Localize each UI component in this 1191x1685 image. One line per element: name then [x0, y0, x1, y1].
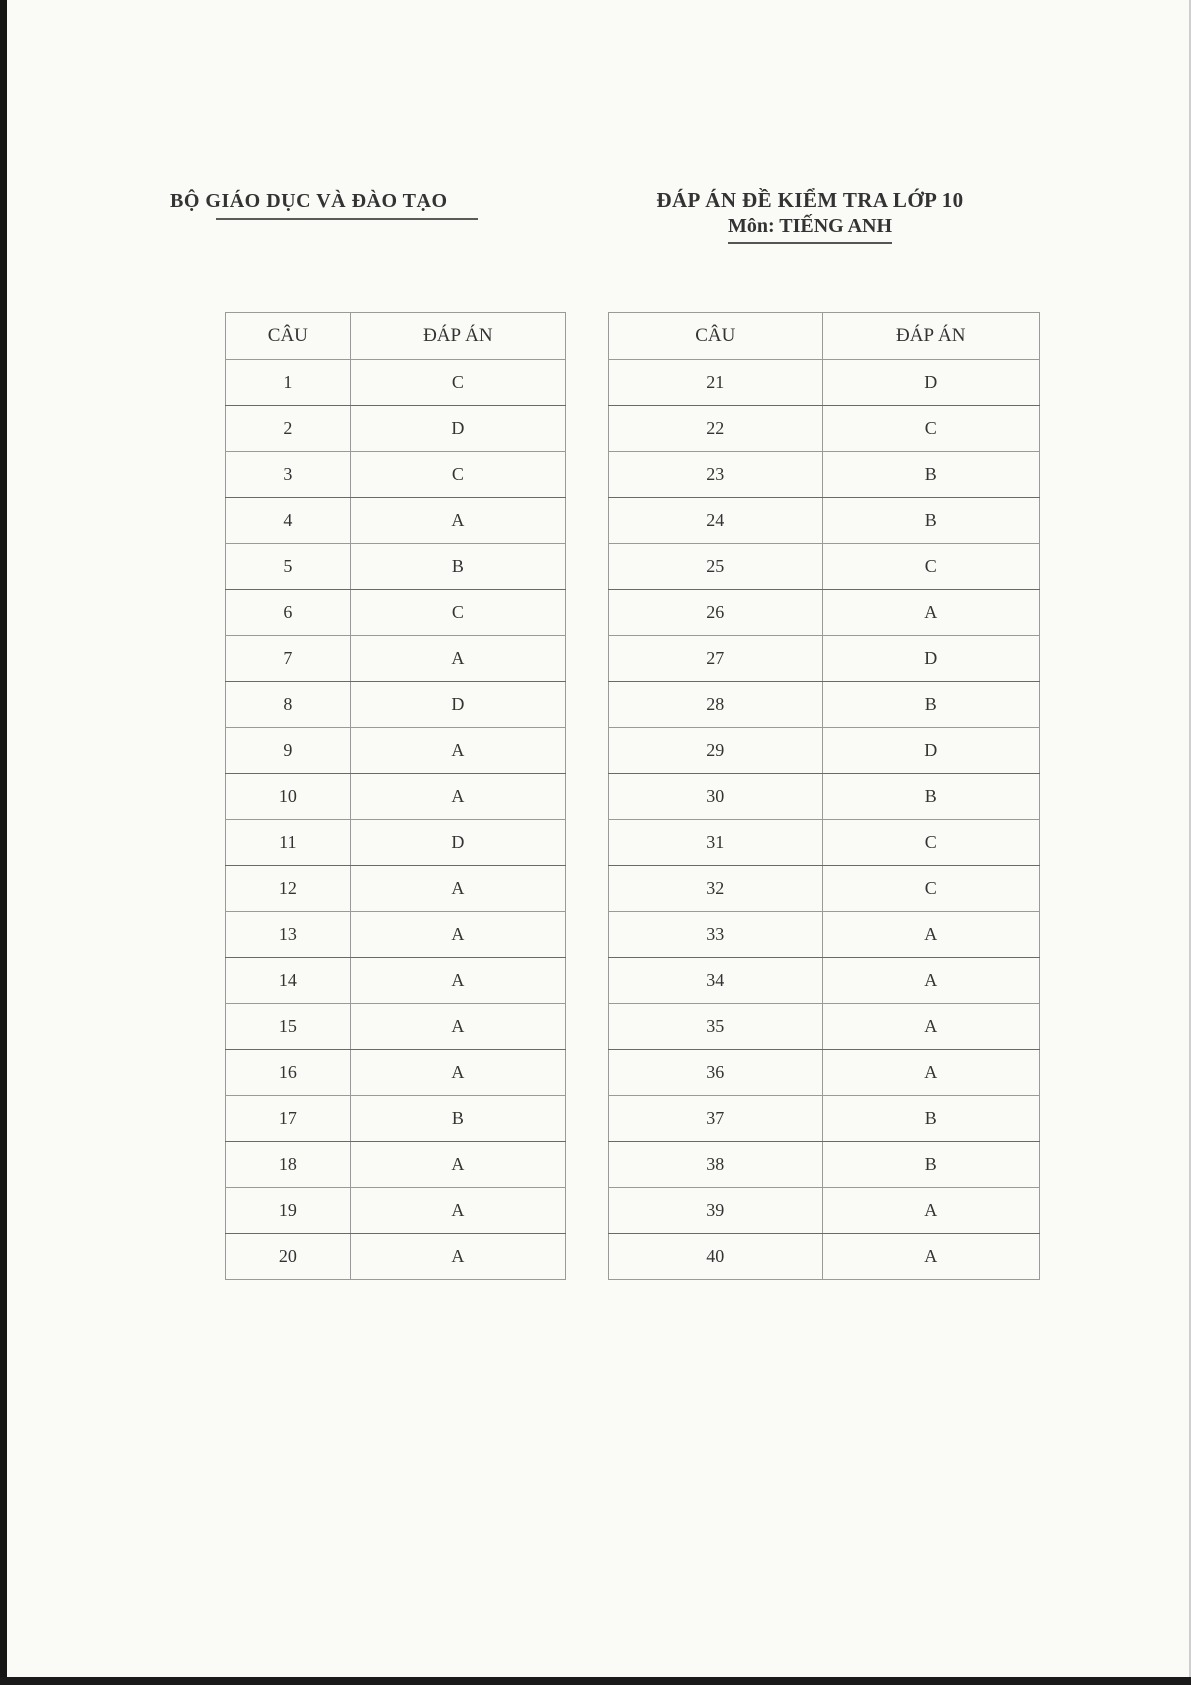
- question-number: 25: [609, 544, 823, 590]
- answer-letter: A: [822, 1234, 1040, 1280]
- question-number: 39: [609, 1188, 823, 1234]
- question-number: 14: [226, 958, 351, 1004]
- answer-letter: A: [350, 498, 565, 544]
- question-number: 26: [609, 590, 823, 636]
- answer-letter: B: [822, 498, 1040, 544]
- answer-letter: A: [822, 1004, 1040, 1050]
- question-number: 4: [226, 498, 351, 544]
- question-number: 35: [609, 1004, 823, 1050]
- answer-letter: A: [822, 1050, 1040, 1096]
- question-number: 18: [226, 1142, 351, 1188]
- question-number: 16: [226, 1050, 351, 1096]
- column-header-answer: ĐÁP ÁN: [350, 313, 565, 360]
- table-row: [609, 360, 1040, 406]
- answer-letter: A: [350, 912, 565, 958]
- table-row: [226, 406, 566, 452]
- table-row: [226, 1096, 566, 1142]
- question-number: 40: [609, 1234, 823, 1280]
- table-row: [609, 866, 1040, 912]
- table-row: [609, 1004, 1040, 1050]
- table-row: [609, 636, 1040, 682]
- answer-letter: B: [350, 1096, 565, 1142]
- question-number: 22: [609, 406, 823, 452]
- table-row: [609, 1188, 1040, 1234]
- table-header-row: [609, 313, 1040, 360]
- answer-letter: D: [822, 728, 1040, 774]
- scan-border-bottom: [0, 1677, 1191, 1685]
- answer-letter: C: [350, 360, 565, 406]
- table-row: [609, 1050, 1040, 1096]
- question-number: 32: [609, 866, 823, 912]
- answer-letter: C: [822, 866, 1040, 912]
- ministry-header: [170, 190, 448, 213]
- answer-rows-right: [609, 360, 1040, 1280]
- answer-letter: A: [350, 1188, 565, 1234]
- answer-letter: D: [350, 406, 565, 452]
- table-row: [609, 682, 1040, 728]
- answer-letter: D: [350, 682, 565, 728]
- answer-letter: A: [350, 1050, 565, 1096]
- table-row: [609, 728, 1040, 774]
- answer-rows-left: [226, 360, 566, 1280]
- question-number: 28: [609, 682, 823, 728]
- question-number: 30: [609, 774, 823, 820]
- table-row: [226, 360, 566, 406]
- table-row: [609, 820, 1040, 866]
- answer-letter: A: [350, 636, 565, 682]
- question-number: 21: [609, 360, 823, 406]
- table-row: [226, 1142, 566, 1188]
- question-number: 10: [226, 774, 351, 820]
- question-number: 36: [609, 1050, 823, 1096]
- answer-letter: D: [822, 360, 1040, 406]
- question-number: 31: [609, 820, 823, 866]
- question-number: 6: [226, 590, 351, 636]
- question-number: 24: [609, 498, 823, 544]
- answer-letter: A: [822, 912, 1040, 958]
- answer-letter: B: [822, 452, 1040, 498]
- answer-letter: A: [350, 728, 565, 774]
- table-row: [226, 1234, 566, 1280]
- question-number: 29: [609, 728, 823, 774]
- exam-header: [600, 188, 1020, 244]
- answer-letter: A: [350, 1142, 565, 1188]
- question-number: 34: [609, 958, 823, 1004]
- table-row: [226, 958, 566, 1004]
- table-row: [226, 1004, 566, 1050]
- table-row: [226, 866, 566, 912]
- table-row: [609, 912, 1040, 958]
- question-number: 11: [226, 820, 351, 866]
- table-row: [226, 682, 566, 728]
- table-row: [609, 406, 1040, 452]
- answer-letter: A: [350, 958, 565, 1004]
- question-number: 37: [609, 1096, 823, 1142]
- answer-letter: C: [822, 406, 1040, 452]
- answer-letter: B: [822, 1096, 1040, 1142]
- answer-letter: A: [350, 1234, 565, 1280]
- answer-letter: B: [822, 682, 1040, 728]
- table-row: [609, 544, 1040, 590]
- subject-line: Môn: TIẾNG ANH: [728, 215, 892, 244]
- answer-key-title: ĐÁP ÁN ĐỀ KIỂM TRA LỚP 10: [656, 188, 964, 212]
- answer-table-left: [225, 312, 566, 1280]
- table-row: [609, 452, 1040, 498]
- table-row: [609, 774, 1040, 820]
- question-number: 38: [609, 1142, 823, 1188]
- column-header-question: CÂU: [609, 313, 823, 360]
- question-number: 19: [226, 1188, 351, 1234]
- answer-letter: A: [822, 1188, 1040, 1234]
- question-number: 5: [226, 544, 351, 590]
- question-number: 1: [226, 360, 351, 406]
- scan-border-left: [0, 0, 7, 1685]
- answer-letter: D: [350, 820, 565, 866]
- table-row: [226, 590, 566, 636]
- answer-letter: D: [822, 636, 1040, 682]
- question-number: 7: [226, 636, 351, 682]
- table-row: [226, 636, 566, 682]
- answer-letter: A: [822, 958, 1040, 1004]
- table-row: [609, 1234, 1040, 1280]
- table-row: [609, 1142, 1040, 1188]
- table-row: [226, 544, 566, 590]
- table-row: [226, 728, 566, 774]
- answer-letter: B: [822, 1142, 1040, 1188]
- table-row: [226, 1050, 566, 1096]
- question-number: 23: [609, 452, 823, 498]
- table-row: [226, 498, 566, 544]
- question-number: 33: [609, 912, 823, 958]
- table-row: [609, 1096, 1040, 1142]
- answer-letter: A: [350, 774, 565, 820]
- answer-letter: C: [822, 544, 1040, 590]
- table-row: [226, 1188, 566, 1234]
- table-header-row: [226, 313, 566, 360]
- question-number: 3: [226, 452, 351, 498]
- answer-table-right: [608, 312, 1040, 1280]
- table-row: [226, 774, 566, 820]
- answer-letter: C: [350, 452, 565, 498]
- question-number: 20: [226, 1234, 351, 1280]
- question-number: 9: [226, 728, 351, 774]
- column-header-answer: ĐÁP ÁN: [822, 313, 1040, 360]
- question-number: 2: [226, 406, 351, 452]
- table-row: [226, 452, 566, 498]
- table-row: [609, 958, 1040, 1004]
- column-header-question: CÂU: [226, 313, 351, 360]
- question-number: 27: [609, 636, 823, 682]
- question-number: 17: [226, 1096, 351, 1142]
- answer-letter: C: [822, 820, 1040, 866]
- answer-letter: A: [822, 590, 1040, 636]
- answer-letter: A: [350, 1004, 565, 1050]
- question-number: 13: [226, 912, 351, 958]
- answer-letter: B: [822, 774, 1040, 820]
- answer-letter: B: [350, 544, 565, 590]
- question-number: 12: [226, 866, 351, 912]
- table-row: [609, 498, 1040, 544]
- table-row: [226, 912, 566, 958]
- table-row: [226, 820, 566, 866]
- ministry-name: BỘ GIÁO DỤC VÀ ĐÀO TẠO: [170, 190, 448, 212]
- question-number: 15: [226, 1004, 351, 1050]
- answer-letter: A: [350, 866, 565, 912]
- ministry-underline: [216, 218, 478, 220]
- answer-letter: C: [350, 590, 565, 636]
- table-row: [609, 590, 1040, 636]
- question-number: 8: [226, 682, 351, 728]
